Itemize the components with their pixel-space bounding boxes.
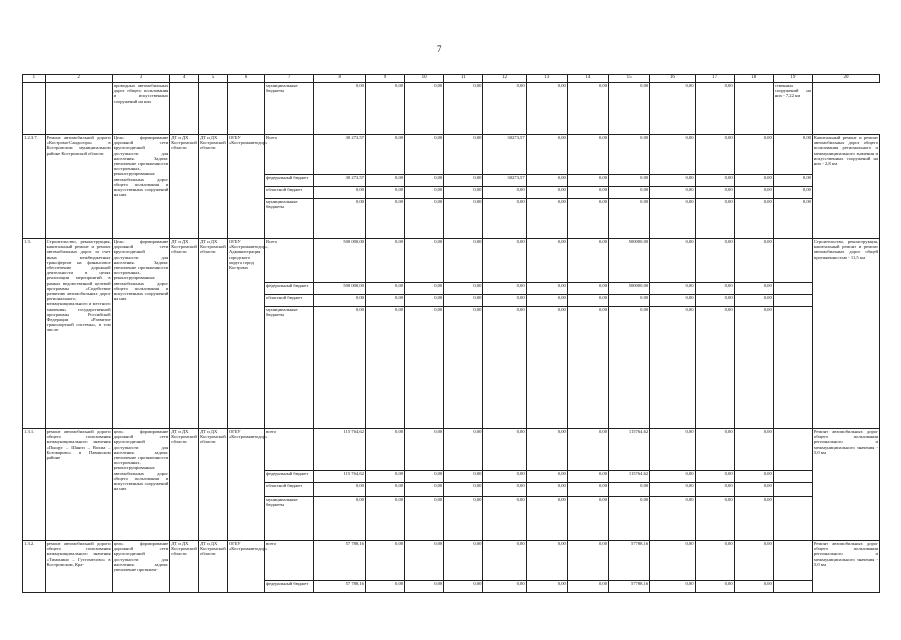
value-cell: 0,00 bbox=[734, 135, 773, 175]
executor-cell: ДТ и ДХ Костромской области bbox=[170, 135, 199, 239]
value-cell: 0,00 bbox=[483, 307, 526, 429]
value-cell: 0,00 bbox=[405, 483, 444, 497]
funding-source-cell: областной бюджет bbox=[265, 483, 314, 497]
column-number-cell: 20 bbox=[812, 75, 879, 83]
value-cell: 0,00 bbox=[695, 471, 734, 483]
value-cell: 0,00 bbox=[650, 497, 695, 541]
value-cell: 0,00 bbox=[695, 175, 734, 187]
value-cell: 0,00 bbox=[650, 581, 695, 593]
value-cell: 0,00 bbox=[365, 471, 404, 483]
value-cell: 0,00 bbox=[734, 471, 773, 483]
funding-source-cell: муниципальные бюджеты bbox=[265, 307, 314, 429]
value-cell: 0,00 bbox=[526, 483, 567, 497]
value-cell: 0,00 bbox=[650, 295, 695, 307]
value-cell: 0,00 bbox=[405, 187, 444, 199]
executor-cell: ДТ и ДХ Костромской области bbox=[199, 541, 228, 593]
value-cell: 0,00 bbox=[567, 497, 608, 541]
value-cell: 115764,62 bbox=[609, 429, 650, 471]
value-cell: 0,00 bbox=[483, 497, 526, 541]
value-cell: 0,00 bbox=[650, 83, 695, 135]
table-row bbox=[23, 239, 880, 283]
value-cell: 0,00 bbox=[650, 187, 695, 199]
funding-source-cell: муниципальные бюджеты bbox=[265, 497, 314, 541]
executor-cell: ДТ и ДХ Костромской области bbox=[170, 541, 199, 593]
column-number-cell: 12 bbox=[483, 75, 526, 83]
value-cell: 0,00 bbox=[314, 295, 366, 307]
table-row bbox=[23, 429, 880, 471]
value-cell: 0,00 bbox=[734, 581, 773, 593]
value-cell: 0,00 bbox=[695, 483, 734, 497]
value-cell: 57 788,16 bbox=[314, 541, 366, 581]
program-table bbox=[22, 74, 880, 593]
value-cell: 0,00 bbox=[444, 135, 483, 175]
value-cell bbox=[773, 497, 812, 541]
value-cell: 0,00 bbox=[567, 471, 608, 483]
value-cell: 0,00 bbox=[650, 307, 695, 429]
value-cell: 0,00 bbox=[483, 283, 526, 295]
executor-cell bbox=[170, 83, 199, 135]
funding-source-cell: федеральный бюджет bbox=[265, 471, 314, 483]
column-number-cell: 19 bbox=[773, 75, 812, 83]
value-cell: 57 788,16 bbox=[314, 581, 366, 593]
value-cell: 0,00 bbox=[567, 175, 608, 187]
value-cell: 0,00 bbox=[444, 83, 483, 135]
value-cell: 0,00 bbox=[567, 429, 608, 471]
name-cell: ремонт автомобильной дороги общего пользования межмуниципального значения «Тимонино – Густомесово» в Костромском, Кра- bbox=[45, 541, 112, 593]
code-cell: 1.3.1. bbox=[23, 429, 46, 541]
value-cell bbox=[773, 307, 812, 429]
value-cell: 0,00 bbox=[405, 429, 444, 471]
value-cell: 0,00 bbox=[609, 199, 650, 239]
value-cell: 0,00 bbox=[734, 175, 773, 187]
value-cell: 0,00 bbox=[773, 175, 812, 187]
value-cell: 0,00 bbox=[314, 199, 366, 239]
value-cell: 0,00 bbox=[526, 187, 567, 199]
value-cell: 0,00 bbox=[365, 295, 404, 307]
funding-source-cell: всего bbox=[265, 429, 314, 471]
value-cell: 0,00 bbox=[405, 497, 444, 541]
name-cell: Строительство, реконструкция, капитальный ремонт и ремонт автомобильных дорог за счет иных межбюджетных трансфертов на финансовое обеспечение дорожной деятельности в целях реализации мероприятий в рамках ведомственной целевой программы «Содействие развитию автомобильных дорог регионального, межмуниципального и местного значения» государственной программы Российской Федерации «Развитие транспортной системы», в том числе: bbox=[45, 239, 112, 429]
value-cell: 0,00 bbox=[650, 135, 695, 175]
result-cell: ственных сооружений на них - 7,22 км bbox=[773, 83, 812, 135]
value-cell: 0,00 bbox=[365, 83, 404, 135]
value-cell: 0,00 bbox=[567, 83, 608, 135]
value-cell: 0,00 bbox=[444, 239, 483, 283]
value-cell: 0,00 bbox=[526, 581, 567, 593]
value-cell: 0,00 bbox=[695, 581, 734, 593]
value-cell: 0,00 bbox=[483, 541, 526, 581]
value-cell bbox=[734, 83, 773, 135]
code-cell: 1.3. bbox=[23, 239, 46, 429]
executor-cell: ДТ и ДХ Костромской области bbox=[170, 429, 199, 541]
table-row bbox=[23, 83, 880, 135]
value-cell: 0,00 bbox=[695, 199, 734, 239]
value-cell: 0,00 bbox=[444, 187, 483, 199]
funding-source-cell: областной бюджет bbox=[265, 187, 314, 199]
value-cell: 0,00 bbox=[483, 199, 526, 239]
funding-source-cell: федеральный бюджет bbox=[265, 283, 314, 295]
value-cell: 0,00 bbox=[695, 497, 734, 541]
value-cell: 0,00 bbox=[314, 83, 366, 135]
value-cell: 0,00 bbox=[405, 471, 444, 483]
value-cell: 0,00 bbox=[526, 429, 567, 471]
value-cell: 0,00 bbox=[365, 175, 404, 187]
value-cell bbox=[773, 483, 812, 497]
value-cell: 0,00 bbox=[734, 307, 773, 429]
table-row bbox=[23, 135, 880, 175]
value-cell: 0,00 bbox=[567, 239, 608, 283]
value-cell: 0,00 bbox=[695, 187, 734, 199]
column-number-cell: 7 bbox=[265, 75, 314, 83]
goal-cell: проводных автомобильных дорог общего пользования и искусственных сооружений на них bbox=[112, 83, 170, 135]
value-cell: 0,00 bbox=[526, 175, 567, 187]
value-cell bbox=[773, 541, 812, 581]
value-cell bbox=[773, 283, 812, 295]
value-cell: 0,00 bbox=[609, 295, 650, 307]
value-cell: 0,00 bbox=[365, 497, 404, 541]
value-cell: 0,00 bbox=[734, 483, 773, 497]
goal-cell: Цель: формирование дорожной сети круглогодичной доступности для населения. Задача: увеличение протяженности построенных, реконструированных автомобильных дорог общего пользования и искусственных сооружений на них bbox=[112, 239, 170, 429]
executor-cell bbox=[199, 83, 228, 135]
value-cell: 0,00 bbox=[444, 541, 483, 581]
value-cell: 0,00 bbox=[734, 283, 773, 295]
value-cell: 0,00 bbox=[444, 283, 483, 295]
value-cell: 0,00 bbox=[734, 239, 773, 283]
column-number-cell: 2 bbox=[45, 75, 112, 83]
goal-cell: цель: формирование дорожной сети круглогодичной доступности для населения. задача: увеличение протяжен- bbox=[112, 541, 170, 593]
value-cell: 0,00 bbox=[650, 239, 695, 283]
value-cell: 0,00 bbox=[444, 497, 483, 541]
value-cell: 0,00 bbox=[483, 429, 526, 471]
value-cell: 0,00 bbox=[365, 541, 404, 581]
value-cell: 0,00 bbox=[567, 581, 608, 593]
value-cell: 0,00 bbox=[483, 483, 526, 497]
value-cell: 57788,16 bbox=[609, 581, 650, 593]
value-cell: 0,00 bbox=[314, 187, 366, 199]
value-cell: 0,00 bbox=[695, 135, 734, 175]
value-cell: 0,00 bbox=[365, 581, 404, 593]
column-number-cell: 11 bbox=[444, 75, 483, 83]
value-cell: 0,00 bbox=[314, 483, 366, 497]
column-number-cell: 15 bbox=[609, 75, 650, 83]
code-cell: 1.3.2. bbox=[23, 541, 46, 593]
value-cell: 0,00 bbox=[609, 175, 650, 187]
value-cell: 0,00 bbox=[650, 175, 695, 187]
value-cell: 0,00 bbox=[365, 283, 404, 295]
goal-cell: цель: формирование дорожной сети круглогодичной доступности для населения. задача: увеличение протяженности построенных, реконструированных автомобильных дорог общего пользования и искусственных сооружений на них bbox=[112, 429, 170, 541]
funding-source-cell: Всего bbox=[265, 135, 314, 175]
executor-cell: ОГБУ «Костромаавтодор», Администрация городского округа город Кострома bbox=[227, 239, 264, 429]
value-cell: 0,00 bbox=[483, 187, 526, 199]
funding-source-cell: федеральный бюджет bbox=[265, 581, 314, 593]
column-number-cell: 1 bbox=[23, 75, 46, 83]
column-number-cell: 17 bbox=[695, 75, 734, 83]
funding-source-cell: всего bbox=[265, 541, 314, 581]
value-cell: 0,00 bbox=[314, 497, 366, 541]
value-cell: 0,00 bbox=[365, 239, 404, 283]
value-cell: 0,00 bbox=[650, 429, 695, 471]
result-cell: Ремонт автомобильных дорог общего пользования регионального и межмуниципального значения - 5,0 км bbox=[812, 429, 879, 541]
value-cell: 0,00 bbox=[567, 283, 608, 295]
value-cell: 0,00 bbox=[695, 541, 734, 581]
name-cell bbox=[45, 83, 112, 135]
value-cell: 0,00 bbox=[650, 541, 695, 581]
executor-cell: ДТ и ДХ Костромской области bbox=[199, 429, 228, 541]
value-cell: 30 273,57 bbox=[314, 135, 366, 175]
value-cell: 0,00 bbox=[609, 497, 650, 541]
value-cell: 0,00 bbox=[444, 471, 483, 483]
value-cell: 30 273,57 bbox=[314, 175, 366, 187]
value-cell: 30273,57 bbox=[483, 175, 526, 187]
value-cell: 0,00 bbox=[365, 429, 404, 471]
value-cell: 500 000,00 bbox=[314, 239, 366, 283]
column-number-cell: 3 bbox=[112, 75, 170, 83]
value-cell: 0,00 bbox=[483, 471, 526, 483]
value-cell: 0,00 bbox=[695, 307, 734, 429]
value-cell: 0,00 bbox=[567, 307, 608, 429]
value-cell: 0,00 bbox=[734, 199, 773, 239]
executor-cell bbox=[227, 83, 264, 135]
value-cell: 0,00 bbox=[444, 483, 483, 497]
value-cell: 0,00 bbox=[567, 541, 608, 581]
value-cell: 0,00 bbox=[405, 239, 444, 283]
value-cell: 500 000,00 bbox=[314, 283, 366, 295]
value-cell: 0,00 bbox=[526, 199, 567, 239]
executor-cell: ОГБУ «Костромаавтодор» bbox=[227, 135, 264, 239]
value-cell: 0,00 bbox=[526, 471, 567, 483]
value-cell: 500000,00 bbox=[609, 283, 650, 295]
column-number-cell: 16 bbox=[650, 75, 695, 83]
value-cell: 0,00 bbox=[444, 581, 483, 593]
column-number-cell: 18 bbox=[734, 75, 773, 83]
executor-cell: ДТ и ДХ Костромской области bbox=[199, 239, 228, 429]
value-cell: 0,00 bbox=[314, 307, 366, 429]
value-cell: 0,00 bbox=[773, 135, 812, 175]
value-cell: 0,00 bbox=[444, 199, 483, 239]
value-cell: 0,00 bbox=[567, 135, 608, 175]
value-cell: 0,00 bbox=[526, 497, 567, 541]
name-cell: ремонт автомобильной дороги общего пользования межмуниципального значения «Пыщуг – Шанги – Вохма – Боговарово» в Павинском районе bbox=[45, 429, 112, 541]
funding-source-cell: федеральный бюджет bbox=[265, 175, 314, 187]
value-cell: 0,00 bbox=[405, 283, 444, 295]
value-cell: 30273,57 bbox=[483, 135, 526, 175]
value-cell: 0,00 bbox=[650, 471, 695, 483]
value-cell: 0,00 bbox=[695, 295, 734, 307]
value-cell: 0,00 bbox=[609, 135, 650, 175]
value-cell: 0,00 bbox=[609, 187, 650, 199]
value-cell: 0,00 bbox=[365, 199, 404, 239]
value-cell: 0,00 bbox=[365, 483, 404, 497]
value-cell: 0,00 bbox=[444, 295, 483, 307]
value-cell: 0,00 bbox=[695, 239, 734, 283]
value-cell: 0,00 bbox=[567, 187, 608, 199]
value-cell: 0,00 bbox=[609, 83, 650, 135]
value-cell: 0,00 bbox=[567, 199, 608, 239]
value-cell: 0,00 bbox=[483, 239, 526, 283]
value-cell: 0,00 bbox=[650, 483, 695, 497]
value-cell bbox=[773, 239, 812, 283]
value-cell: 0,00 bbox=[483, 581, 526, 593]
funding-source-cell: областной бюджет bbox=[265, 295, 314, 307]
value-cell: 500000,00 bbox=[609, 239, 650, 283]
value-cell bbox=[773, 471, 812, 483]
value-cell: 0,00 bbox=[734, 541, 773, 581]
value-cell: 0,00 bbox=[405, 199, 444, 239]
result-cell: Капитальный ремонт и ремонт автомобильных дорог общего пользования регионального и межмуниципального значения и искусственных сооружений на них - 2,8 км bbox=[812, 135, 879, 239]
value-cell: 0,00 bbox=[483, 83, 526, 135]
value-cell: 0,00 bbox=[734, 429, 773, 471]
value-cell: 0,00 bbox=[773, 199, 812, 239]
value-cell bbox=[773, 295, 812, 307]
value-cell: 0,00 bbox=[526, 295, 567, 307]
value-cell: 0,00 bbox=[773, 187, 812, 199]
value-cell: 0,00 bbox=[695, 429, 734, 471]
column-number-cell: 5 bbox=[199, 75, 228, 83]
value-cell: 115 764,62 bbox=[314, 429, 366, 471]
value-cell: 0,00 bbox=[526, 307, 567, 429]
column-number-cell: 9 bbox=[365, 75, 404, 83]
name-cell: Ремонт автомобильной дороги «Кострома-Сандогора» в Костромском муниципальном районе Костромской области bbox=[45, 135, 112, 239]
value-cell: 0,00 bbox=[609, 483, 650, 497]
result-cell: Ремонт автомобильных дорог общего пользования регионального и межмуниципального значения - 5,0 км bbox=[812, 541, 879, 593]
value-cell: 0,00 bbox=[526, 283, 567, 295]
funding-source-cell: муниципальные бюджеты bbox=[265, 83, 314, 135]
value-cell: 0,00 bbox=[444, 429, 483, 471]
column-number-cell: 6 bbox=[227, 75, 264, 83]
column-number-cell: 4 bbox=[170, 75, 199, 83]
column-number-cell: 8 bbox=[314, 75, 366, 83]
table-row bbox=[23, 541, 880, 581]
column-number-cell: 10 bbox=[405, 75, 444, 83]
value-cell: 0,00 bbox=[405, 135, 444, 175]
value-cell: 0,00 bbox=[734, 295, 773, 307]
value-cell: 0,00 bbox=[734, 187, 773, 199]
value-cell: 0,00 bbox=[405, 307, 444, 429]
funding-source-cell: муниципальные бюджеты bbox=[265, 199, 314, 239]
value-cell: 0,00 bbox=[526, 541, 567, 581]
value-cell: 115 764,62 bbox=[314, 471, 366, 483]
value-cell: 0,00 bbox=[567, 295, 608, 307]
value-cell: 0,00 bbox=[609, 307, 650, 429]
value-cell: 115764,62 bbox=[609, 471, 650, 483]
value-cell: 0,00 bbox=[365, 307, 404, 429]
value-cell: 0,00 bbox=[567, 483, 608, 497]
value-cell: 0,00 bbox=[483, 295, 526, 307]
funding-source-cell: Всего bbox=[265, 239, 314, 283]
value-cell: 0,00 bbox=[650, 199, 695, 239]
code-cell bbox=[23, 83, 46, 135]
value-cell: 0,00 bbox=[734, 497, 773, 541]
value-cell: 0,00 bbox=[405, 581, 444, 593]
value-cell: 0,00 bbox=[405, 175, 444, 187]
value-cell: 0,00 bbox=[695, 283, 734, 295]
value-cell: 0,00 bbox=[405, 295, 444, 307]
value-cell: 0,00 bbox=[405, 83, 444, 135]
value-cell: 0,00 bbox=[365, 187, 404, 199]
value-cell: 0,00 bbox=[526, 239, 567, 283]
executor-cell: ДТ и ДХ Костромской области bbox=[199, 135, 228, 239]
value-cell: 0,00 bbox=[365, 135, 404, 175]
column-number-row bbox=[23, 75, 880, 83]
value-cell bbox=[773, 581, 812, 593]
executor-cell: ДТ и ДХ Костромской области bbox=[170, 239, 199, 429]
column-number-cell: 14 bbox=[567, 75, 608, 83]
value-cell: 0,00 bbox=[526, 83, 567, 135]
value-cell: 0,00 bbox=[526, 135, 567, 175]
page-number: 7 bbox=[437, 44, 442, 54]
value-cell: 57788,16 bbox=[609, 541, 650, 581]
value-cell: 0,00 bbox=[405, 541, 444, 581]
executor-cell: ОГБУ «Костромаавтодор» bbox=[227, 429, 264, 541]
value-cell: 0,00 bbox=[444, 175, 483, 187]
value-cell: 0,00 bbox=[695, 83, 734, 135]
value-cell: 0,00 bbox=[444, 307, 483, 429]
executor-cell: ОГБУ «Костромаавтодор» bbox=[227, 541, 264, 593]
result-cell: Строительство, реконструкция, капитальный ремонт и ремонт автомобильных дорог общей протяженностью - 11,5 км bbox=[812, 239, 879, 429]
code-cell: 1.2.3.7. bbox=[23, 135, 46, 239]
column-number-cell: 13 bbox=[526, 75, 567, 83]
goal-cell: Цель: формирование дорожной сети круглогодичной доступности для населения. Задача: увеличение протяженности построенных, реконструированных автомобильных дорог общего пользования и искусственных сооружений на них bbox=[112, 135, 170, 239]
value-cell: 0,00 bbox=[650, 283, 695, 295]
value-cell bbox=[773, 429, 812, 471]
